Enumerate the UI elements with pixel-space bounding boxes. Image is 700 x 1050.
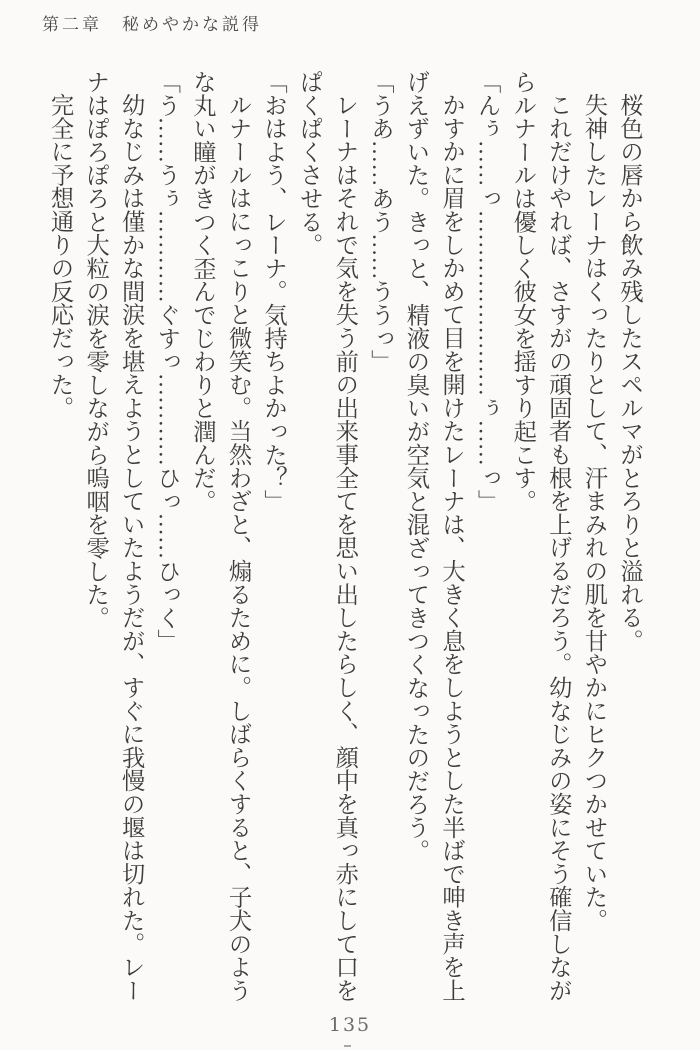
- text-body: [40, 70, 646, 1004]
- paragraph: 「う……うぅ…………ぐすっ…………ひっ……ひっく」: [153, 70, 180, 653]
- paragraph: 桜色の唇から飲み残したスペルマがとろりと溢れる。: [616, 93, 642, 653]
- page-number: 135: [328, 1014, 372, 1036]
- paragraph: 幼なじみは僅かな間涙を堪えようとしていたようだが、すぐに我慢の堰は切れた。レーナはぽろぽろと大粒の涙を零しながら嗚咽を零した。: [82, 70, 144, 1002]
- paragraph: かすかに眉をしかめて目を開けたレーナは、大きく息をしようとした半ばで呻き声を上げえずいた。きっと、精液の臭いが空気と混ざってきつくなったのだろう。: [402, 70, 465, 1002]
- paragraph: これだけやれば、さすがの頑固者も根を上げるだろう。幼なじみの姿にそう確信しながらルナールは優しく彼女を揺すり起こす。: [509, 70, 571, 1002]
- paragraph: 「おはよう、レーナ。気持ちよかった？」: [260, 70, 287, 513]
- footer-mark: [344, 1045, 351, 1047]
- paragraph: 完全に予想通りの反応だった。: [46, 93, 73, 420]
- paragraph: 「うあ……あう……ううっ」: [366, 70, 393, 373]
- paragraph: レーナはそれで気を失う前の出来事全てを思い出したらしく、顔中を真っ赤にして口をぱくぱくさせる。: [295, 70, 358, 1002]
- paragraph: 「んぅ……っ……………………ぅ……っ」: [473, 70, 500, 513]
- paragraph: 失神したレーナはくったりとして、汗まみれの肌を甘やかにヒクつかせていた。: [580, 93, 607, 933]
- paragraph: ルナールはにっこりと微笑む。当然わざと、煽るために。しばらくすると、子犬のような丸い瞳がきつく歪んでじわりと潤んだ。: [188, 70, 251, 1002]
- chapter-header: 第二章 秘めやかな説得: [42, 15, 262, 34]
